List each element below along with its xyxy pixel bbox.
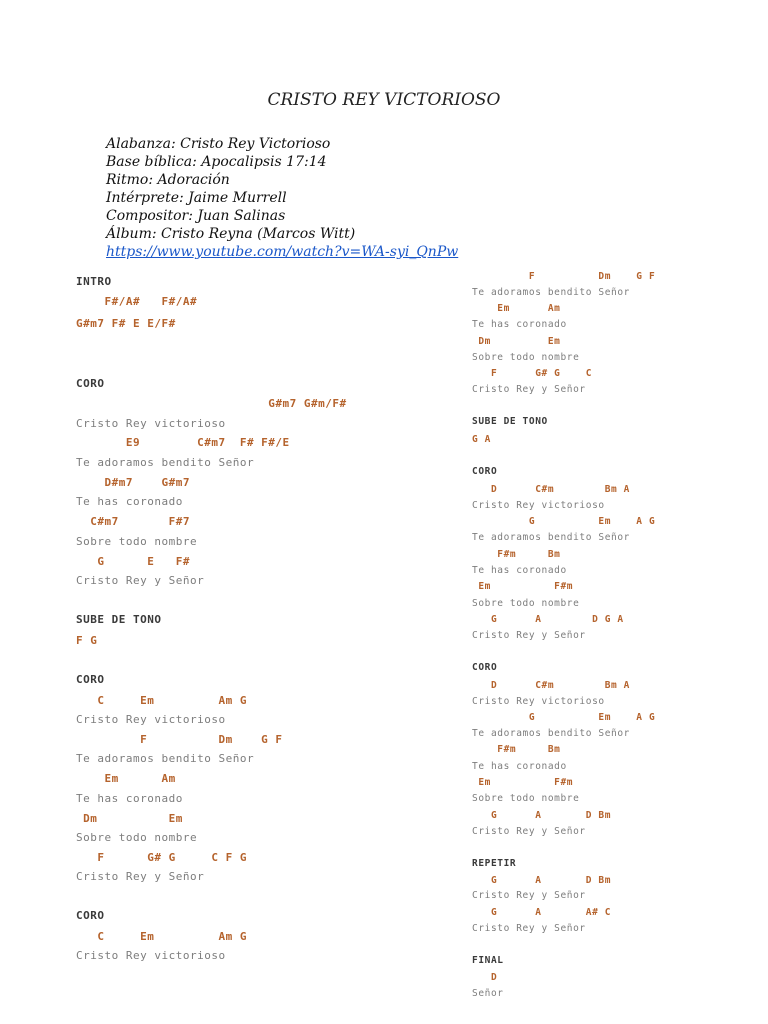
lyric-line: Te adoramos bendito Señor [472, 287, 630, 298]
meta-album: Álbum: Cristo Reyna (Marcos Witt) [106, 226, 356, 242]
chord-line: Dm Em [472, 336, 561, 347]
lyric-line: Sobre todo nombre [76, 535, 198, 548]
section-heading-coro: CORO [76, 909, 105, 922]
meta-compositor: Compositor: Juan Salinas [106, 208, 286, 224]
chord-line: F#/A# F#/A# [76, 295, 198, 308]
youtube-link[interactable]: https://www.youtube.com/watch?v=WA-syi_QnPw [106, 244, 459, 260]
section-heading-coro: CORO [472, 662, 498, 673]
chord-line: F G [76, 634, 98, 647]
meta-alabanza: Alabanza: Cristo Rey Victorioso [106, 136, 331, 152]
chord-line: Dm Em [76, 812, 183, 825]
lyric-line: Cristo Rey victorioso [76, 713, 226, 726]
chord-line: G A D Bm [472, 875, 612, 886]
lyric-line: Te has coronado [472, 565, 567, 576]
lyric-line: Cristo Rey y Señor [472, 826, 586, 837]
lyric-line: Te adoramos bendito Señor [472, 532, 630, 543]
meta-interprete: Intérprete: Jaime Murrell [106, 190, 287, 206]
chord-line: D [472, 972, 498, 983]
chord-line: Em Am [76, 772, 176, 785]
chord-line: G Em A G [472, 712, 656, 723]
song-metadata [106, 135, 458, 261]
lyric-line: Cristo Rey y Señor [472, 630, 586, 641]
chord-line: F#m Bm [472, 744, 561, 755]
meta-base-biblica: Base bíblica: Apocalipsis 17:14 [106, 154, 327, 170]
chord-line: G A [472, 434, 491, 445]
lyric-line: Sobre todo nombre [472, 598, 580, 609]
chord-line: G A D G A [472, 614, 624, 625]
lyric-line: Te adoramos bendito Señor [76, 752, 255, 765]
section-heading-repetir: REPETIR [472, 858, 517, 869]
lyric-line: Te adoramos bendito Señor [76, 456, 255, 469]
lyric-line: Sobre todo nombre [472, 352, 580, 363]
lyric-line: Te has coronado [472, 319, 567, 330]
lyric-line: Te has coronado [472, 761, 567, 772]
section-heading-coro: CORO [472, 466, 498, 477]
section-heading-coro: CORO [76, 377, 105, 390]
lyric-line: Cristo Rey y Señor [76, 870, 205, 883]
lyric-line: Te has coronado [76, 495, 183, 508]
chord-line: G A A# C [472, 907, 612, 918]
section-heading-sube-de-tono: SUBE DE TONO [472, 416, 548, 427]
lyric-line: Cristo Rey victorioso [76, 949, 226, 962]
lyric-line: Cristo Rey victorioso [472, 500, 605, 511]
chord-line: Em F#m [472, 777, 574, 788]
chord-line: Em Am [472, 303, 561, 314]
lyric-line: Cristo Rey victorioso [76, 417, 226, 430]
section-heading-coro: CORO [76, 673, 105, 686]
lyric-line: Te has coronado [76, 792, 183, 805]
lyric-line: Sobre todo nombre [76, 831, 198, 844]
lyric-line: Cristo Rey y Señor [76, 574, 205, 587]
chord-line: C#m7 F#7 [76, 515, 190, 528]
chord-line: G Em A G [472, 516, 656, 527]
chord-line: C Em Am G [76, 694, 247, 707]
chord-line: F#m Bm [472, 549, 561, 560]
chord-line: C Em Am G [76, 930, 247, 943]
chord-line: G E F# [76, 555, 190, 568]
chord-line: G#m7 F# E E/F# [76, 317, 176, 330]
song-title: CRISTO REY VICTORIOSO [267, 90, 501, 110]
chord-line: F G# G C [472, 368, 593, 379]
chord-line: D C#m Bm A [472, 680, 630, 691]
section-heading-intro: INTRO [76, 275, 112, 288]
meta-ritmo: Ritmo: Adoración [106, 172, 230, 188]
chord-line: F Dm G F [472, 271, 656, 282]
lyric-line: Te adoramos bendito Señor [472, 728, 630, 739]
lyric-line: Cristo Rey victorioso [472, 696, 605, 707]
chord-line: Em F#m [472, 581, 574, 592]
section-heading-sube-de-tono: SUBE DE TONO [76, 613, 162, 626]
lyric-line: Señor [472, 988, 504, 999]
section-heading-final: FINAL [472, 955, 504, 966]
lyric-line: Cristo Rey y Señor [472, 384, 586, 395]
lyric-line: Cristo Rey y Señor [472, 923, 586, 934]
lyric-line: Sobre todo nombre [472, 793, 580, 804]
chord-line: F Dm G F [76, 733, 283, 746]
chord-line: D#m7 G#m7 [76, 476, 190, 489]
chord-line: F G# G C F G [76, 851, 247, 864]
lyric-line: Cristo Rey y Señor [472, 890, 586, 901]
chord-line: D C#m Bm A [472, 484, 630, 495]
chord-line: E9 C#m7 F# F#/E [76, 436, 290, 449]
chord-line: G#m7 G#m/F# [76, 397, 347, 410]
chord-line: G A D Bm [472, 810, 612, 821]
